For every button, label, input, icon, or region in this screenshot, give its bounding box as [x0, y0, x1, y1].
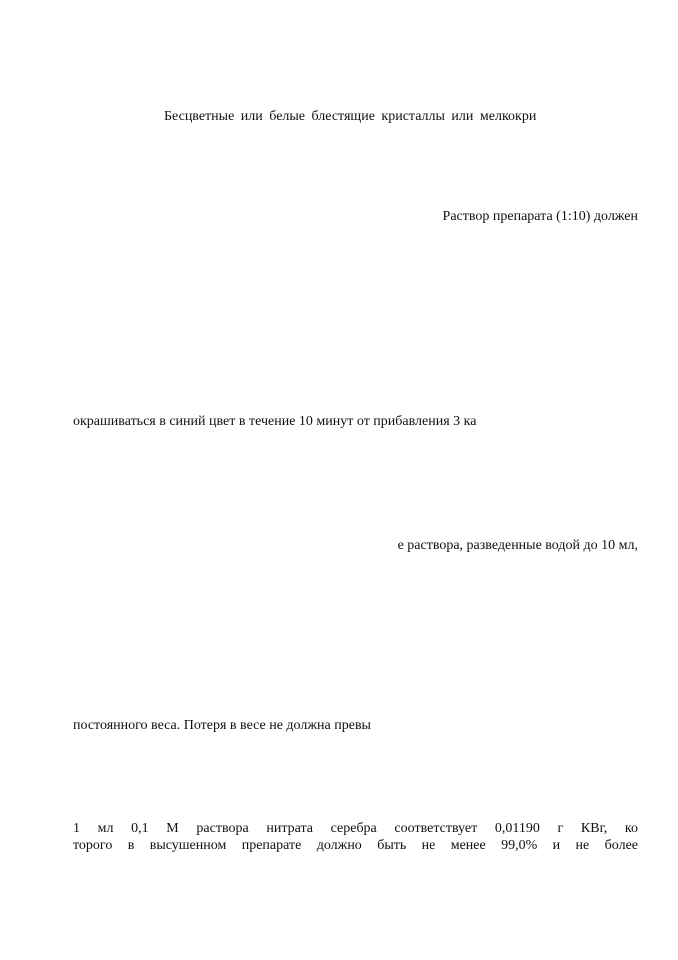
text-line-description: Бесцветные или белые блестящие кристаллы или мелкокри	[164, 109, 537, 124]
text-line-assay-2: торого в высушенном препарате должно быть не менее 99,0% и не более	[73, 838, 638, 853]
text-line-coloring: окрашиваться в синий цвет в течение 10 минут от прибавления 3 ка	[73, 414, 477, 429]
text-line-weight-loss: постоянного веса. Потеря в весе не должна превы	[73, 718, 371, 733]
text-line-dilution: е раствора, разведенные водой до 10 мл,	[397, 538, 638, 553]
text-line-assay-1: 1 мл 0,1 М раствора нитрата серебра соответствует 0,01190 г КВг, ко	[73, 821, 638, 836]
text-line-solution: Раствор препарата (1:10) должен	[442, 209, 638, 224]
text-paragraph-assay	[73, 820, 638, 854]
